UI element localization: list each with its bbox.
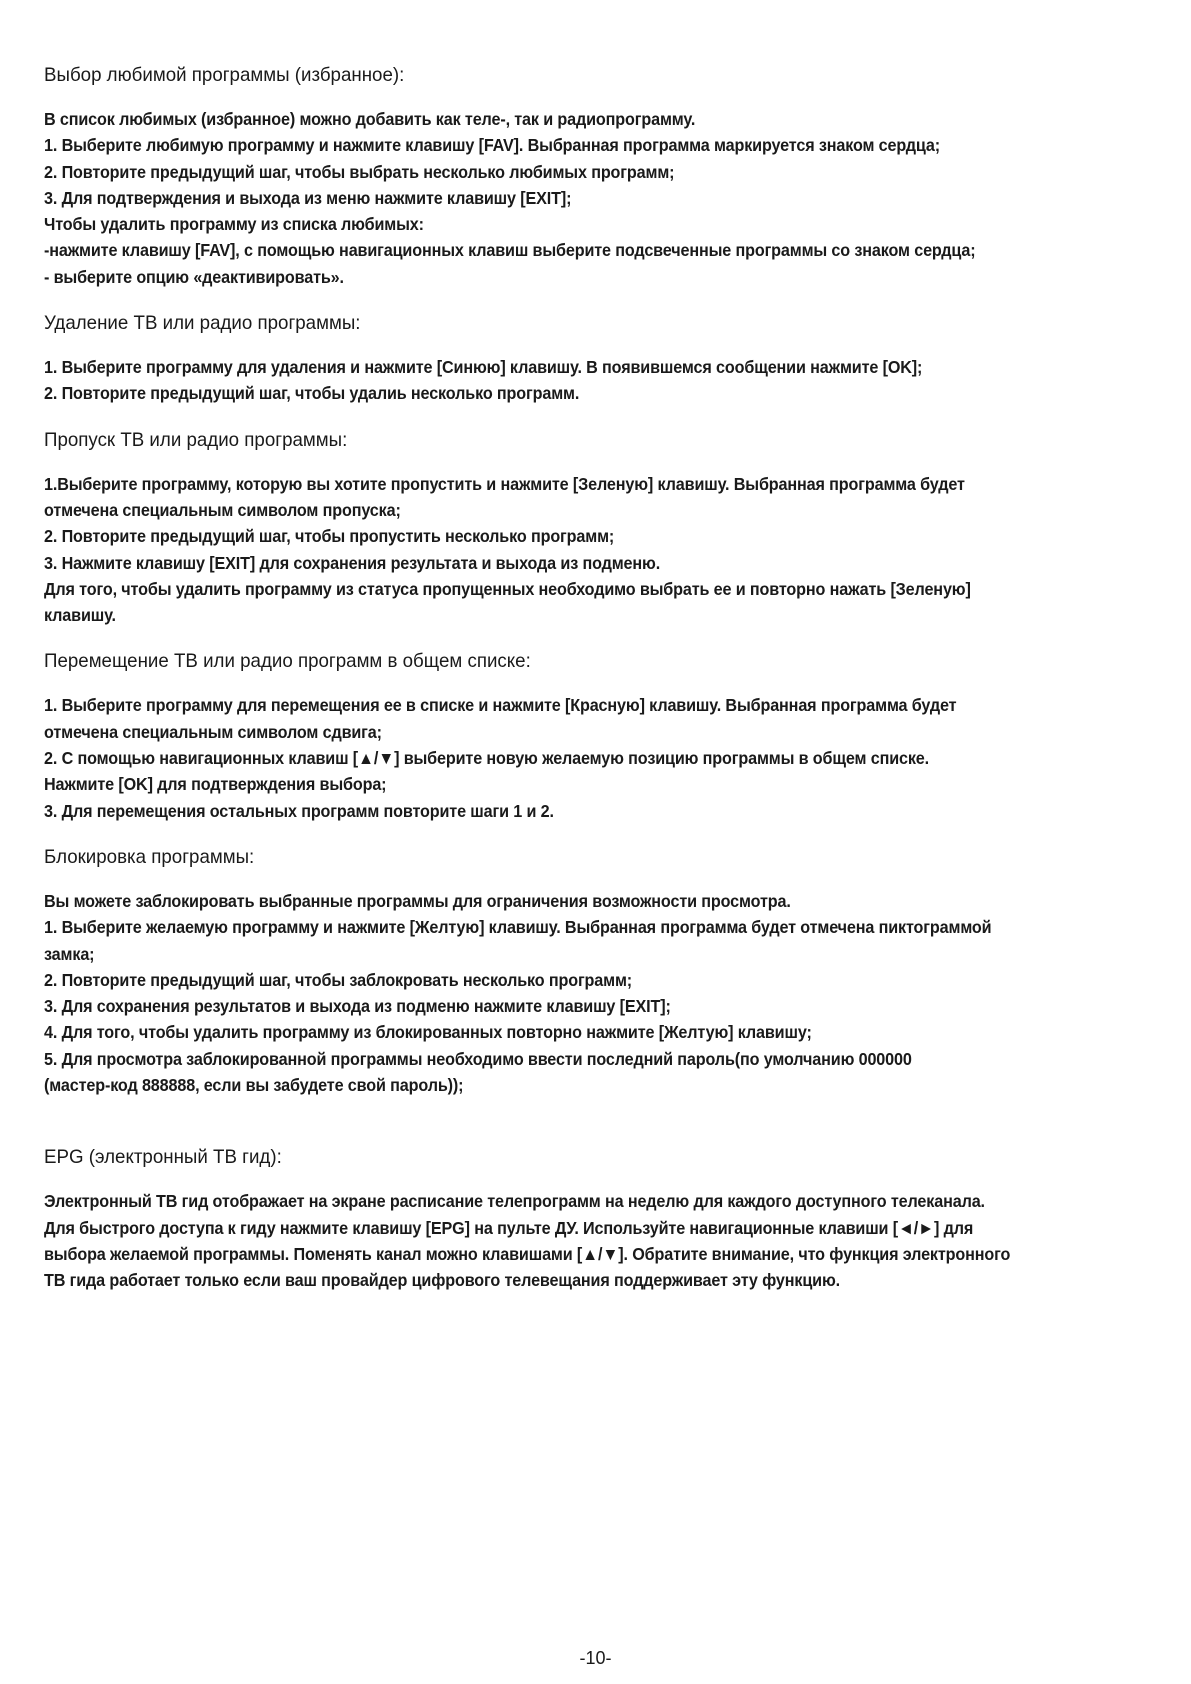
section-lock [44, 844, 1154, 1098]
section-move [44, 648, 1154, 823]
paragraph-line: Вы можете заблокировать выбранные программы для ограничения возможности просмотра. [44, 890, 791, 911]
paragraph-line: (мастер-код 888888, если вы забудете свой пароль)); [44, 1075, 464, 1096]
paragraph-line: 2. Повторите предыдущий шаг, чтобы выбрать несколько любимых программ; [44, 161, 675, 182]
paragraph-line: клавишу. [44, 605, 116, 626]
paragraph-line: 4. Для того, чтобы удалить программу из блокированных повторно нажмите [Желтую] клавишу; [44, 1022, 812, 1043]
page-content [44, 62, 1154, 1294]
paragraph-line: 1. Выберите желаемую программу и нажмите [Желтую] клавишу. Выбранная программа будет отмечена пиктограммой [44, 917, 992, 938]
page-number: -10- [579, 1648, 612, 1668]
paragraph-line: 1. Выберите программу для удаления и нажмите [Синюю] клавишу. В появившемся сообщении нажмите [OK]; [44, 357, 923, 378]
paragraph-line: 2. Повторите предыдущий шаг, чтобы заблокровать несколько программ; [44, 969, 633, 990]
paragraph-line: ТВ гида работает только если ваш провайдер цифрового телевещания поддерживает эту функцию. [44, 1270, 841, 1291]
paragraph-line: 3. Для сохранения результатов и выхода из подменю нажмите клавишу [EXIT]; [44, 996, 671, 1017]
paragraph-line: выбора желаемой программы. Поменять канал можно клавишами [▲/▼]. Обратите внимание, что функция электронного [44, 1243, 1011, 1264]
section-title: Удаление ТВ или радио программы: [44, 312, 361, 335]
paragraph-line: 2. Повторите предыдущий шаг, чтобы пропустить несколько программ; [44, 526, 615, 547]
paragraph-line: 3. Для подтверждения и выхода из меню нажмите клавишу [EXIT]; [44, 187, 572, 208]
paragraph-line: Чтобы удалить программу из списка любимых: [44, 214, 424, 235]
paragraph-line: замка; [44, 943, 95, 964]
section-title: EPG (электронный ТВ гид): [44, 1146, 282, 1169]
paragraph-line: 1. Выберите программу для перемещения ее в списке и нажмите [Красную] клавишу. Выбранная программа будет [44, 695, 957, 716]
paragraph-line: -нажмите клавишу [FAV], с помощью навигационных клавиш выберите подсвеченные программы со знаком сердца; [44, 240, 976, 261]
section-favorites [44, 62, 1154, 290]
paragraph-line: В список любимых (избранное) можно добавить как теле-, так и радиопрограмму. [44, 109, 696, 129]
paragraph-line: 3. Нажмите клавишу [EXIT] для сохранения результата и выхода из подменю. [44, 552, 661, 573]
paragraph-line: отмечена специальным символом сдвига; [44, 721, 382, 742]
paragraph-line: 2. С помощью навигационных клавиш [▲/▼] выберите новую желаемую позицию программы в общем списке. [44, 748, 930, 769]
section-skip [44, 427, 1154, 629]
section-epg [44, 1144, 1154, 1293]
paragraph-line: 1.Выберите программу, которую вы хотите пропустить и нажмите [Зеленую] клавишу. Выбранная программа будет [44, 473, 965, 494]
paragraph-line: - выберите опцию «деактивировать». [44, 266, 344, 287]
section-title: Перемещение ТВ или радио программ в общем списке: [44, 650, 531, 673]
paragraph-line: Нажмите [OK] для подтверждения выбора; [44, 774, 387, 795]
paragraph-line: отмечена специальным символом пропуска; [44, 499, 401, 520]
section-title: Пропуск ТВ или радио программы: [44, 428, 348, 451]
paragraph-line: Для того, чтобы удалить программу из статуса пропущенных необходимо выбрать ее и повторно нажать [Зеленую] [44, 578, 971, 599]
section-title: Выбор любимой программы (избранное): [44, 64, 405, 86]
paragraph-line: 3. Для перемещения остальных программ повторите шаги 1 и 2. [44, 800, 554, 821]
paragraph-line: 1. Выберите любимую программу и нажмите клавишу [FAV]. Выбранная программа маркируется знаком сердца; [44, 135, 940, 156]
paragraph-line: 2. Повторите предыдущий шаг, чтобы удалиь несколько программ. [44, 383, 580, 404]
paragraph-line: 5. Для просмотра заблокированной программы необходимо ввести последний пароль(по умолчанию 000000 [44, 1048, 912, 1069]
paragraph-line: Электронный ТВ гид отображает на экране расписание телепрограмм на неделю для каждого доступного телеканала. [44, 1191, 985, 1212]
paragraph-line: Для быстрого доступа к гиду нажмите клавишу [EPG] на пульте ДУ. Используйте навигационные клавиши [◄/►] для [44, 1217, 974, 1238]
section-title: Блокировка программы: [44, 845, 255, 868]
section-delete [44, 310, 1154, 407]
